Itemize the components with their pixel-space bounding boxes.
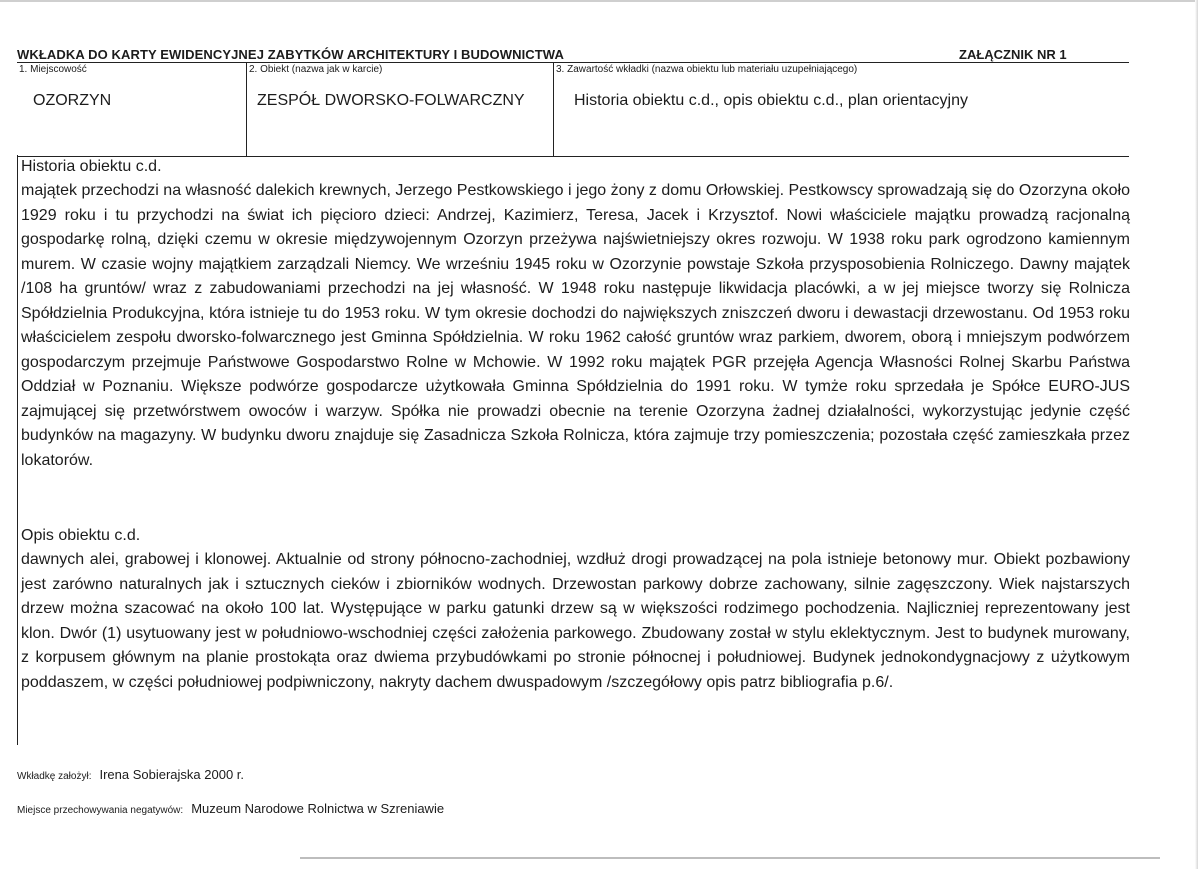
content-area bbox=[17, 155, 1130, 745]
footer-value: Irena Sobierajska 2000 r. bbox=[99, 767, 245, 782]
field-value: ZESPÓŁ DWORSKO-FOLWARCZNY bbox=[257, 92, 525, 109]
field-value: OZORZYN bbox=[33, 92, 112, 109]
field-label: 3. Zawartość wkładki (nazwa obiektu lub materiału uzupełniającego) bbox=[556, 64, 858, 75]
form-title: WKŁADKA DO KARTY EWIDENCYJNEJ ZABYTKÓW ARCHITEKTURY I BUDOWNICTWA bbox=[17, 47, 564, 62]
page-edge-top bbox=[0, 0, 1198, 2]
section-history bbox=[18, 155, 1130, 524]
field-contents bbox=[553, 63, 1130, 156]
page-edge-bottom bbox=[300, 857, 1160, 859]
field-value: Historia obiektu c.d., opis obiektu c.d., plan orientacyjny bbox=[574, 92, 968, 109]
field-label: 2. Obiekt (nazwa jak w karcie) bbox=[249, 64, 383, 75]
footer-label: Miejsce przechowywania negatywów: bbox=[17, 805, 184, 816]
section-title: Opis obiektu c.d. bbox=[21, 527, 141, 544]
footer-author bbox=[17, 766, 244, 784]
annex-number: ZAŁĄCZNIK NR 1 bbox=[959, 47, 1067, 62]
footer-value: Muzeum Narodowe Rolnictwa w Szreniawie bbox=[191, 801, 445, 816]
field-label: 1. Miejscowość bbox=[19, 64, 87, 75]
section-body: majątek przechodzi na własność dalekich krewnych, Jerzego Pestkowskiego i jego żony z domu Orłowskiej. Pestkowscy sprowadzają się do Ozorzyna około 1929 roku i tu przychodzi na świat ich pięcioro dzieci: Andrzej, Kazimierz, Teresa, Jacek i Krzysztof. Nowi właściciele majątku prowadzą racjonalną gospodarkę rolną, dzięki czemu w okresie międzywojennym Ozorzyn przeżywa najświetniejszy okres rozwoju. W 1938 roku park ogrodzono kamiennym murem. W czasie wojny majątkiem zarządzali Niemcy. We wrześniu 1945 roku w Ozorzynie powstaje Szkoła przysposobienia Rolniczego. Dawny majątek /108 ha gruntów/ wraz z zabudowaniami przechodzi na jej własność. W 1948 roku następuje likwidacja placówki, a w jej miejsce tworzy się Rolnicza Spółdzielnia Produkcyjna, która istnieje tu do 1953 roku. W tym okresie dochodzi do największych zniszczeń dworu i dewastacji drzewostanu. Od 1953 roku właścicielem zespołu dworsko-folwarcznego jest Gminna Spółdzielnia. W roku 1962 całość gruntów wraz parkiem, dworem, oborą i mniejszym podwórzem gospodarczym przejmuje Państwowe Gospodarstwo Rolne w Mchowie. W 1992 roku majątek PGR przejęła Agencja Własności Rolnej Skarbu Państwa Oddział w Poznaniu. Większe podwórze gospodarcze użytkowała Gminna Spółdzielnia do 1991 roku. W tymże roku sprzedała je Spółce EURO-JUS zajmującej się przetwórstwem owoców i warzyw. Spółka nie prowadzi obecnie na terenie Ozorzyna żadnej działalności, wykorzystując jedynie część budynków na magazyny. W budynku dworu znajduje się Zasadnicza Szkoła Rolnicza, która zajmuje trzy pomieszczenia; pozostała część zamieszkała przez lokatorów. bbox=[21, 182, 1130, 470]
section-body: dawnych alei, grabowej i klonowej. Aktualnie od strony północno-zachodniej, wzdłuż drogi prowadzącej na pola istnieje betonowy mur. Obiekt pozbawiony jest zarówno naturalnych jak i sztucznych cieków i zbiorników wodnych. Drzewostan parkowy dobrze zachowany, silnie zagęszczony. Wiek najstarszych drzew można szacować na około 100 lat. Występujące w parku gatunki drzew są w większości rodzimego pochodzenia. Najliczniej reprezentowany jest klon. Dwór (1) usytuowany jest w południowo-wschodniej części założenia parkowego. Zbudowany został w stylu eklektycznym. Jest to budynek murowany, z korpusem głównym na planie prostokąta oraz dwiema przybudówkami po stronie północnej i południowej. Budynek jednokondygnacjowy z użytkowym poddaszem, w części południowej podpiwniczony, nakryty dachem dwuspadowym /szczegółowy opis patrz bibliografia p.6/. bbox=[21, 551, 1130, 691]
footer-label: Wkładkę założył: bbox=[17, 771, 92, 782]
section-description bbox=[18, 524, 1130, 745]
field-locality bbox=[17, 63, 246, 156]
field-object bbox=[246, 63, 553, 156]
footer-storage bbox=[17, 800, 444, 818]
section-title: Historia obiektu c.d. bbox=[21, 158, 162, 175]
header-table bbox=[17, 62, 1129, 157]
